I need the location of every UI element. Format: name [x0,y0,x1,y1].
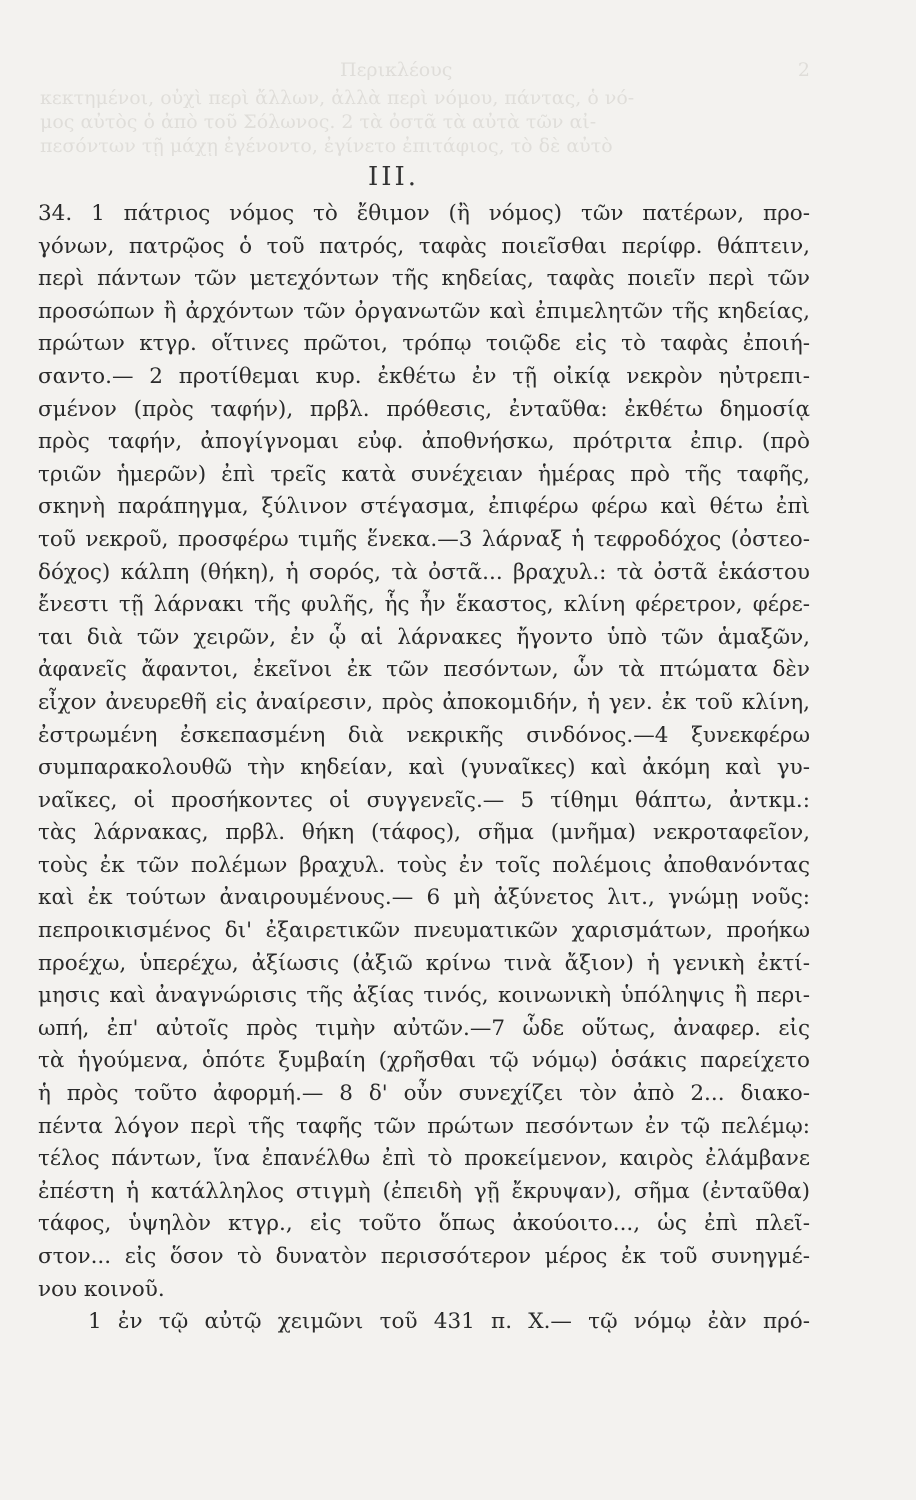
show-through-header-title: Περικλέους [340,59,453,81]
text-line: πρώτων κτγρ. οἵτινες πρῶτοι, τρόπῳ τοιῷδε εἰς τὸ ταφὰς ἐποιή- [38,331,810,357]
text-line: πέντα λόγον περὶ τῆς ταφῆς τῶν πρώτων πεσόντων ἐν τῷ πελέμῳ: [38,1113,810,1139]
text-line: τὰ ἡγούμενα, ὁπότε ξυμβαίη (χρῆσθαι τῷ νόμῳ) ὁσάκις παρείχετο [38,1048,810,1074]
text-line: ωπή, ἐπ' αὐτοῖς πρὸς τιμὴν αὐτῶν.—7 ὧδε οὕτως, ἀναφερ. εἰς [38,1015,810,1041]
show-through-page-number: 2 [797,59,810,81]
text-line: 34. 1 πάτριος νόμος τὸ ἔθιμον (ἢ νόμος) τῶν πατέρων, προ- [38,201,810,226]
text-line: πεπροικισμένος δι' ἐξαιρετικῶν πνευματικῶν χαρισμάτων, προήκω [38,918,810,944]
text-line: γόνων, πατρῷος ὁ τοῦ πατρός, ταφὰς ποιεῖσθαι περίφρ. θάπτειν, [38,233,810,259]
text-line: ἐπέστη ἡ κατάλληλος στιγμὴ (ἐπειδὴ γῇ ἔκρυψαν), σῆμα (ἐνταῦθα) [38,1178,810,1204]
text-line: στον... εἰς ὅσον τὸ δυνατὸν περισσότερον μέρος ἐκ τοῦ συνηγμέ- [38,1244,810,1269]
text-line: μησις καὶ ἀναγνώρισις τῆς ἀξίας τινός, κοινωνικὴ ὑπόληψις ἢ περι- [38,983,810,1009]
text-line: εἶχον ἀνευρεθῆ εἰς ἀναίρεσιν, πρὸς ἀποκομιδήν, ἡ γεν. ἐκ τοῦ κλίνη, [38,689,810,715]
show-through-line: πεσόντων τῇ μάχῃ ἐγένοντο, ἐγίνετο ἐπιτάφιος, τὸ δὲ αὐτὸ [40,135,613,157]
text-line: καὶ ἐκ τούτων ἀναιρουμένους.— 6 μὴ ἀξύνετος λιτ., γνώμῃ νοῦς: [38,885,810,911]
text-line: τριῶν ἡμερῶν) ἐπὶ τρεῖς κατὰ συνέχειαν ἡμέρας πρὸ τῆς ταφῆς, [38,461,810,487]
text-line: προσώπων ἢ ἀρχόντων τῶν ὀργανωτῶν καὶ ἐπιμελητῶν τῆς κηδείας, [38,298,810,324]
text-line: περὶ πάντων τῶν μετεχόντων τῆς κηδείας, ταφὰς ποιεῖν περὶ τῶν [38,266,810,292]
commentary-text [38,198,810,1339]
text-line: ἔνεστι τῇ λάρνακι τῆς φυλῆς, ἧς ἦν ἕκαστος, κλίνη φέρετρον, φέρε- [38,592,810,618]
text-line: ἡ πρὸς τοῦτο ἀφορμή.— 8 δ' οὖν συνεχίζει τὸν ἀπὸ 2... διακο- [38,1081,810,1107]
text-line: πρὸς ταφήν, ἀπογίγνομαι εὐφ. ἀποθνήσκω, πρότριτα ἐπιρ. (πρὸ [38,429,810,455]
text-line: τὰς λάρνακας, πρβλ. θήκη (τάφος), σῆμα (μνῆμα) νεκροταφεῖον, [38,820,810,846]
text-line: ἀφανεῖς ἄφαντοι, ἐκεῖνοι ἐκ τῶν πεσόντων, ὧν τὰ πτώματα δὲν [38,657,810,683]
section-heading: III. [368,162,420,192]
show-through-line: κεκτημένοι, οὐχὶ περὶ ἄλλων, ἀλλὰ περὶ νόμου, πάντας, ὁ νό- [40,87,635,109]
text-line: τάφος, ὑψηλὸν κτγρ., εἰς τοῦτο ὅπως ἀκούοιτο..., ὡς ἐπὶ πλεῖ- [38,1211,810,1237]
text-line: συμπαρακολουθῶ τὴν κηδείαν, καὶ (γυναῖκες) καὶ ἀκόμη καὶ γυ- [38,755,810,781]
show-through-header [40,58,820,82]
text-line: νου κοινοῦ. [38,1276,165,1302]
show-through-text [40,58,820,158]
text-line: προέχω, ὑπερέχω, ἀξίωσις (ἀξιῶ κρίνω τινὰ ἄξιον) ἡ γενικὴ ἐκτί- [38,950,810,976]
text-line: ἐστρωμένη ἐσκεπασμένη διὰ νεκρικῆς σινδόνος.—4 ξυνεκφέρω [38,722,810,748]
text-line: ται διὰ τῶν χειρῶν, ἐν ᾧ αἱ λάρνακες ἤγοντο ὑπὸ τῶν ἁμαξῶν, [38,624,810,650]
text-line: ναῖκες, οἱ προσήκοντες οἱ συγγενεῖς.— 5 τίθημι θάπτω, ἀντκμ.: [38,787,810,813]
text-line: τοὺς ἐκ τῶν πολέμων βραχυλ. τοὺς ἐν τοῖς πολέμοις ἀποθανόντας [38,852,810,878]
show-through-line: μος αὐτὸς ὁ ἀπὸ τοῦ Σόλωνος. 2 τὰ ὀστᾶ τὰ αὐτὰ τῶν αἰ- [40,111,597,133]
text-line: σκηνὴ παράπηγμα, ξύλινον στέγασμα, ἐπιφέρω φέρω καὶ θέτω ἐπὶ [38,494,810,520]
text-line: τέλος πάντων, ἵνα ἐπανέλθω ἐπὶ τὸ προκείμενον, καιρὸς ἐλάμβανε [38,1146,810,1172]
text-line: 1 ἐν τῷ αὐτῷ χειμῶνι τοῦ 431 π. Χ.— τῷ νόμῳ ἐὰν πρό- [88,1309,810,1335]
text-line: τοῦ νεκροῦ, προσφέρω τιμῆς ἕνεκα.—3 λάρναξ ἡ τεφροδόχος (ὀστεο- [38,526,810,552]
text-line: δόχος) κάλπη (θήκη), ἡ σορός, τὰ ὀστᾶ... βραχυλ.: τὰ ὀστᾶ ἑκάστου [38,559,810,585]
text-line: σαντο.— 2 προτίθεμαι κυρ. ἐκθέτω ἐν τῇ οἰκίᾳ νεκρὸν ηὐτρεπι- [38,363,810,389]
text-line: σμένον (πρὸς ταφήν), πρβλ. πρόθεσις, ἐνταῦθα: ἐκθέτω δημοσίᾳ [38,396,810,422]
